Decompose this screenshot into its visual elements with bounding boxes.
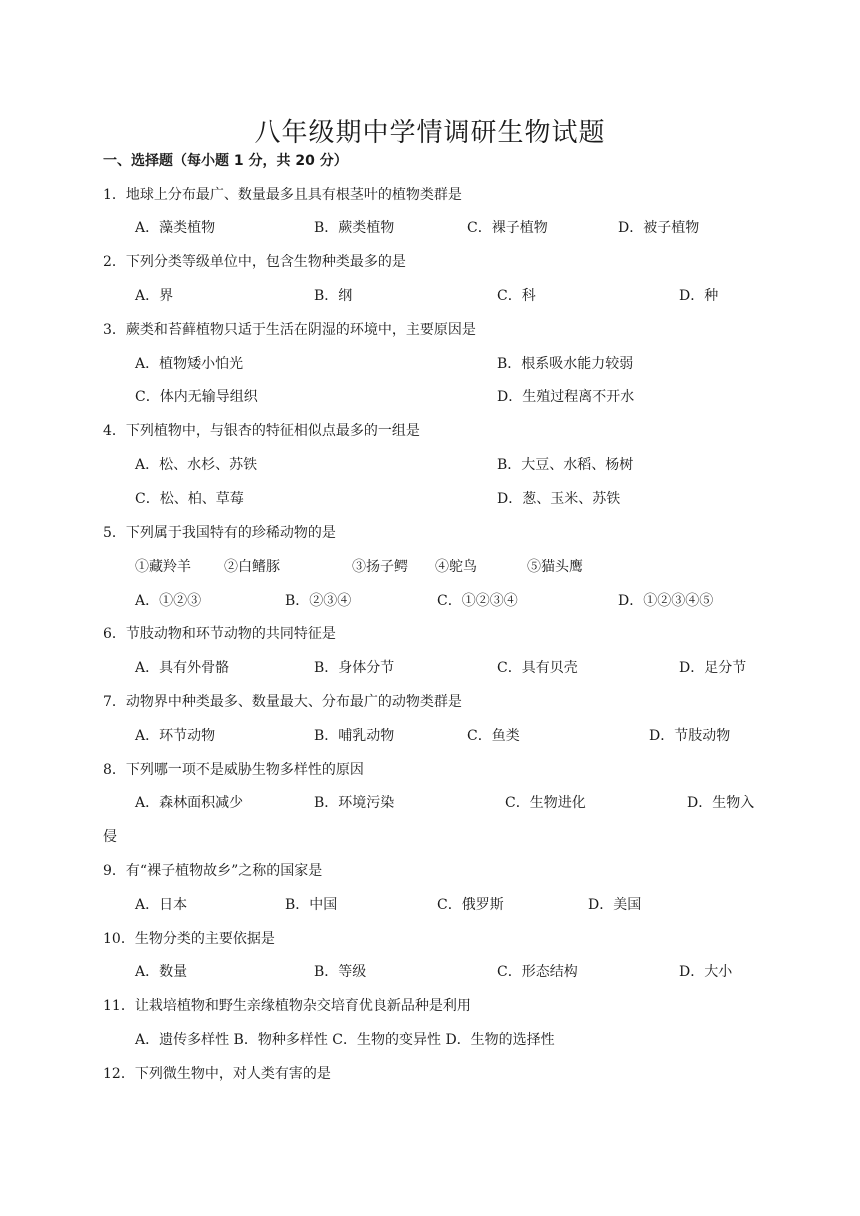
option-d: D．美国 bbox=[588, 897, 642, 913]
option-c: C．①②③④ bbox=[437, 593, 518, 609]
list-item: ②白鳍豚 bbox=[224, 559, 280, 575]
option-b: B．中国 bbox=[285, 897, 338, 913]
option-d: D．葱、玉米、苏铁 bbox=[497, 491, 621, 507]
question-stem: 12．下列微生物中，对人类有害的是 bbox=[103, 1066, 331, 1082]
wrapped-text: 侵 bbox=[103, 829, 117, 845]
question-stem: 4．下列植物中，与银杏的特征相似点最多的一组是 bbox=[103, 423, 420, 439]
list-item: ④鸵鸟 bbox=[435, 559, 477, 575]
list-item: ⑤猫头鹰 bbox=[527, 559, 583, 575]
option-c: C．体内无输导组织 bbox=[135, 389, 258, 405]
option-b: B．环境污染 bbox=[314, 795, 395, 811]
section-heading: 一、选择题（每小题 1 分，共 20 分） bbox=[103, 153, 348, 169]
option-a: A．森林面积减少 bbox=[135, 795, 244, 811]
option-a: A．数量 bbox=[135, 964, 188, 980]
option-a: A．界 bbox=[135, 288, 174, 304]
list-item: ①藏羚羊 bbox=[135, 559, 191, 575]
option-b: B．哺乳动物 bbox=[314, 728, 395, 744]
option-c: C．科 bbox=[497, 288, 536, 304]
question-stem: 2．下列分类等级单位中，包含生物种类最多的是 bbox=[103, 254, 406, 270]
question-stem: 9．有“裸子植物故乡”之称的国家是 bbox=[103, 863, 323, 879]
option-c: C．裸子植物 bbox=[467, 220, 548, 236]
option-b: B．蕨类植物 bbox=[314, 220, 395, 236]
option-c: C．俄罗斯 bbox=[437, 897, 504, 913]
option-d: D．生殖过程离不开水 bbox=[497, 389, 635, 405]
option-d: D．①②③④⑤ bbox=[618, 593, 714, 609]
question-stem: 1．地球上分布最广、数量最多且具有根茎叶的植物类群是 bbox=[103, 187, 462, 203]
option-d: D．生物入 bbox=[687, 795, 755, 811]
option-d: D．被子植物 bbox=[618, 220, 700, 236]
question-stem: 3．蕨类和苔藓植物只适于生活在阴湿的环境中，主要原因是 bbox=[103, 322, 476, 338]
question-stem: 6．节肢动物和环节动物的共同特征是 bbox=[103, 626, 336, 642]
option-c: C．具有贝壳 bbox=[497, 660, 578, 676]
option-a: A．日本 bbox=[135, 897, 188, 913]
option-a: A．藻类植物 bbox=[135, 220, 216, 236]
option-b: B．②③④ bbox=[285, 593, 352, 609]
option-d: D．种 bbox=[679, 288, 719, 304]
option-c: C．生物进化 bbox=[505, 795, 586, 811]
option-c: C．松、柏、草莓 bbox=[135, 491, 244, 507]
options-line: A．遗传多样性 B．物种多样性 C．生物的变异性 D．生物的选择性 bbox=[135, 1032, 555, 1048]
option-c: C．鱼类 bbox=[467, 728, 520, 744]
list-item: ③扬子鳄 bbox=[352, 559, 408, 575]
option-a: A．①②③ bbox=[135, 593, 202, 609]
option-b: B．根系吸水能力较弱 bbox=[497, 356, 634, 372]
question-stem: 7．动物界中种类最多、数量最大、分布最广的动物类群是 bbox=[103, 694, 462, 710]
option-c: C．形态结构 bbox=[497, 964, 578, 980]
option-d: D．足分节 bbox=[679, 660, 747, 676]
question-stem: 5．下列属于我国特有的珍稀动物的是 bbox=[103, 525, 336, 541]
option-d: D．节肢动物 bbox=[649, 728, 731, 744]
option-b: B．身体分节 bbox=[314, 660, 395, 676]
question-stem: 11．让栽培植物和野生亲缘植物杂交培育优良新品种是利用 bbox=[103, 998, 471, 1014]
question-stem: 8．下列哪一项不是威胁生物多样性的原因 bbox=[103, 762, 364, 778]
question-stem: 10．生物分类的主要依据是 bbox=[103, 931, 275, 947]
option-a: A．具有外骨骼 bbox=[135, 660, 230, 676]
option-b: B．等级 bbox=[314, 964, 367, 980]
option-a: A．环节动物 bbox=[135, 728, 216, 744]
option-a: A．松、水杉、苏铁 bbox=[135, 457, 258, 473]
option-b: B．大豆、水稻、杨树 bbox=[497, 457, 634, 473]
option-d: D．大小 bbox=[679, 964, 733, 980]
page-title: 八年级期中学情调研生物试题 bbox=[254, 118, 606, 148]
option-a: A．植物矮小怕光 bbox=[135, 356, 244, 372]
option-b: B．纲 bbox=[314, 288, 353, 304]
